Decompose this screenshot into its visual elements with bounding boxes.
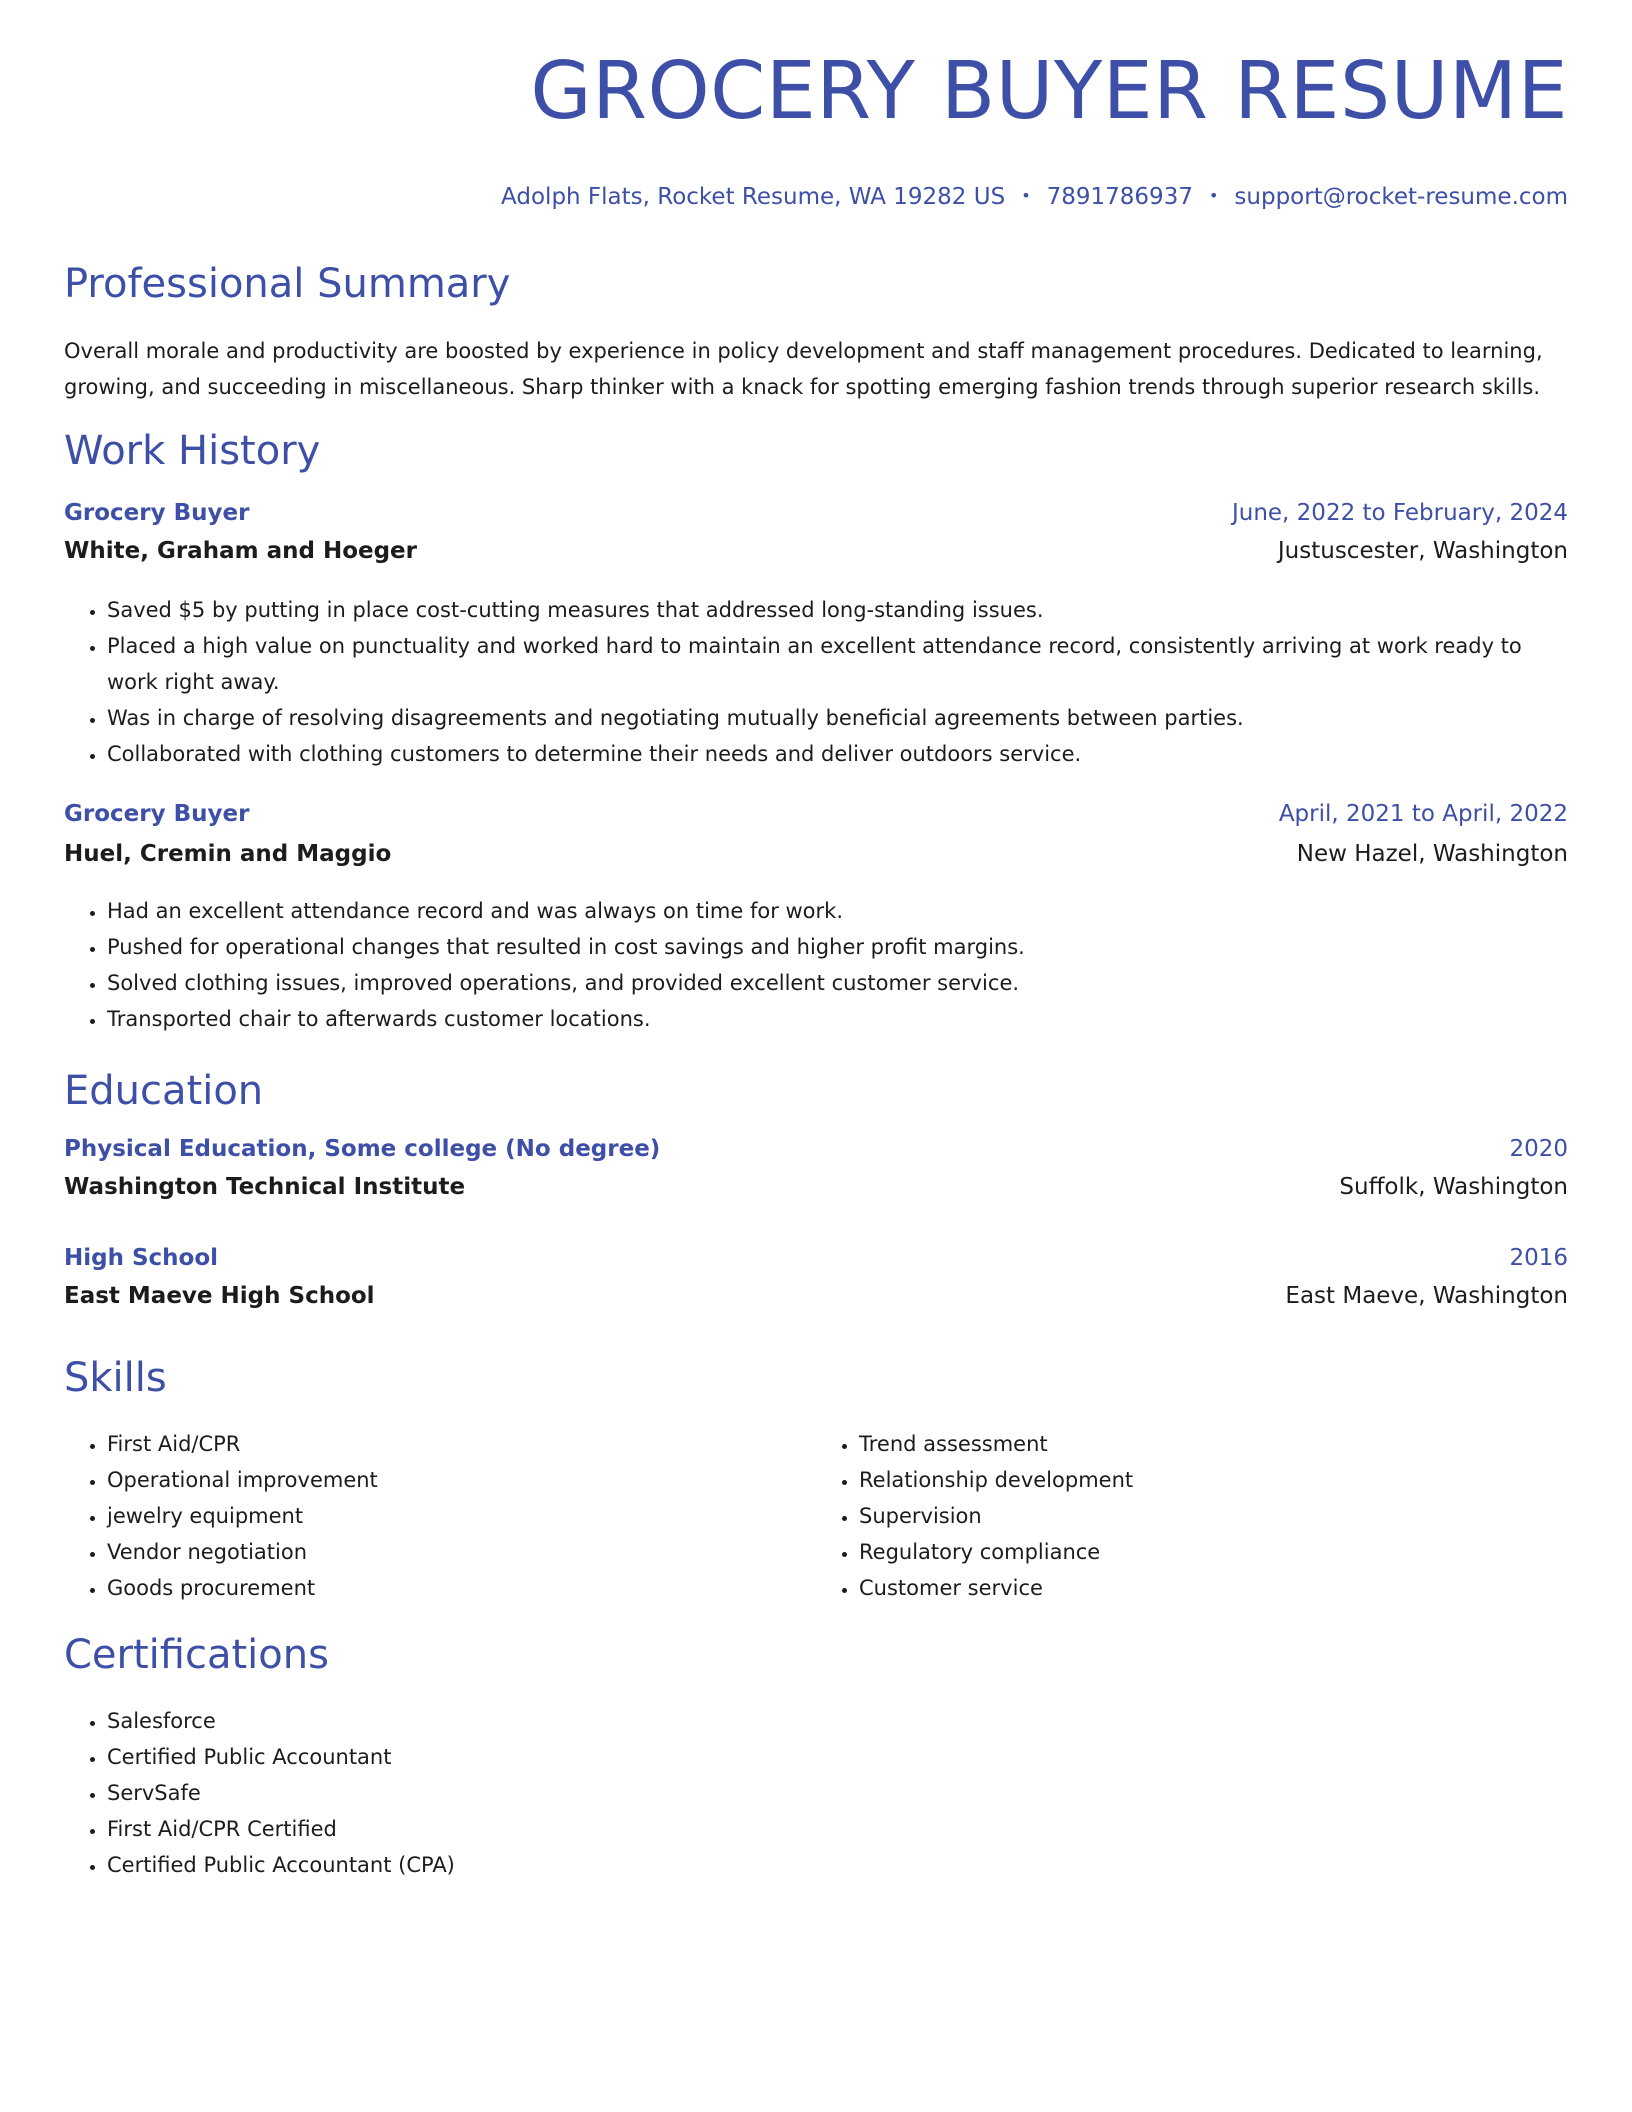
contact-email: support@rocket-resume.com <box>1234 184 1568 210</box>
education-2-header <box>64 1245 1568 1271</box>
job-1-bullets <box>64 592 1568 772</box>
skills-list-left <box>64 1426 816 1606</box>
list-item: • ServSafe <box>107 1775 1568 1811</box>
education-2-school <box>64 1283 1568 1309</box>
list-item: • Customer service <box>859 1570 1568 1606</box>
education-degree: High School <box>64 1245 219 1271</box>
certifications-heading: Certifications <box>64 1632 329 1678</box>
job-location: Justuscester, Washington <box>1277 538 1568 564</box>
contact-address: Adolph Flats, Rocket Resume, WA 19282 US <box>501 184 1006 210</box>
education-heading: Education <box>64 1068 264 1114</box>
job-1-employer <box>64 538 1568 564</box>
resume-title: GROCERY BUYER RESUME <box>530 45 1568 137</box>
list-item: • Certified Public Accountant <box>107 1739 1568 1775</box>
summary-heading: Professional Summary <box>64 261 511 307</box>
list-item: • jewelry equipment <box>107 1498 816 1534</box>
list-item: • First Aid/CPR Certified <box>107 1811 1568 1847</box>
skills-list-right <box>816 1426 1568 1606</box>
job-2-bullets <box>64 893 1568 1037</box>
job-dates: June, 2022 to February, 2024 <box>1231 500 1568 526</box>
list-item: • Placed a high value on punctuality and worked hard to maintain an excellent attendance record, consistently arriving at work ready to work right away. <box>107 628 1568 700</box>
list-item: • Regulatory compliance <box>859 1534 1568 1570</box>
education-location: East Maeve, Washington <box>1285 1283 1568 1309</box>
contact-line <box>501 183 1568 212</box>
work-history-heading: Work History <box>64 428 321 474</box>
list-item: • Saved $5 by putting in place cost-cutting measures that addressed long-standing issues. <box>107 592 1568 628</box>
education-1-school <box>64 1174 1568 1200</box>
list-item: • Supervision <box>859 1498 1568 1534</box>
list-item: • Operational improvement <box>107 1462 816 1498</box>
education-year: 2020 <box>1509 1136 1568 1162</box>
education-school: East Maeve High School <box>64 1283 375 1309</box>
job-company: Huel, Cremin and Maggio <box>64 841 392 867</box>
list-item: • Was in charge of resolving disagreements and negotiating mutually beneficial agreements between parties. <box>107 700 1568 736</box>
list-item: • Had an excellent attendance record and was always on time for work. <box>107 893 1568 929</box>
job-1-header <box>64 500 1568 526</box>
skills-heading: Skills <box>64 1355 167 1401</box>
certifications-list <box>64 1703 1568 1883</box>
job-dates: April, 2021 to April, 2022 <box>1278 801 1568 827</box>
list-item: • Pushed for operational changes that resulted in cost savings and higher profit margins. <box>107 929 1568 965</box>
list-item: • Solved clothing issues, improved operations, and provided excellent customer service. <box>107 965 1568 1001</box>
list-item: • Trend assessment <box>859 1426 1568 1462</box>
separator-dot-1: • <box>1021 185 1031 205</box>
education-1-header <box>64 1136 1568 1162</box>
list-item: • Relationship development <box>859 1462 1568 1498</box>
education-location: Suffolk, Washington <box>1339 1174 1568 1200</box>
summary-text: Overall morale and productivity are boosted by experience in policy development and staff management procedures. Dedicated to learning, growing, and succeeding in miscellaneous. Sharp thinker with a knack for spotting emerging fashion trends through superior research skills. <box>64 339 1543 399</box>
list-item: • First Aid/CPR <box>107 1426 816 1462</box>
job-title: Grocery Buyer <box>64 801 250 827</box>
job-2-header <box>64 801 1568 827</box>
education-school: Washington Technical Institute <box>64 1174 466 1200</box>
list-item: • Collaborated with clothing customers to determine their needs and deliver outdoors service. <box>107 736 1568 772</box>
list-item: • Transported chair to afterwards customer locations. <box>107 1001 1568 1037</box>
job-title: Grocery Buyer <box>64 500 250 526</box>
job-2-employer <box>64 841 1568 867</box>
list-item: • Salesforce <box>107 1703 1568 1739</box>
education-year: 2016 <box>1509 1245 1568 1271</box>
job-company: White, Graham and Hoeger <box>64 538 417 564</box>
list-item: • Certified Public Accountant (CPA) <box>107 1847 1568 1883</box>
list-item: • Vendor negotiation <box>107 1534 816 1570</box>
separator-dot-2: • <box>1208 185 1219 205</box>
education-degree: Physical Education, Some college (No degree) <box>64 1136 661 1162</box>
job-location: New Hazel, Washington <box>1296 841 1568 867</box>
list-item: • Goods procurement <box>107 1570 816 1606</box>
contact-phone: 7891786937 <box>1046 184 1193 210</box>
skills-columns <box>64 1426 1568 1606</box>
